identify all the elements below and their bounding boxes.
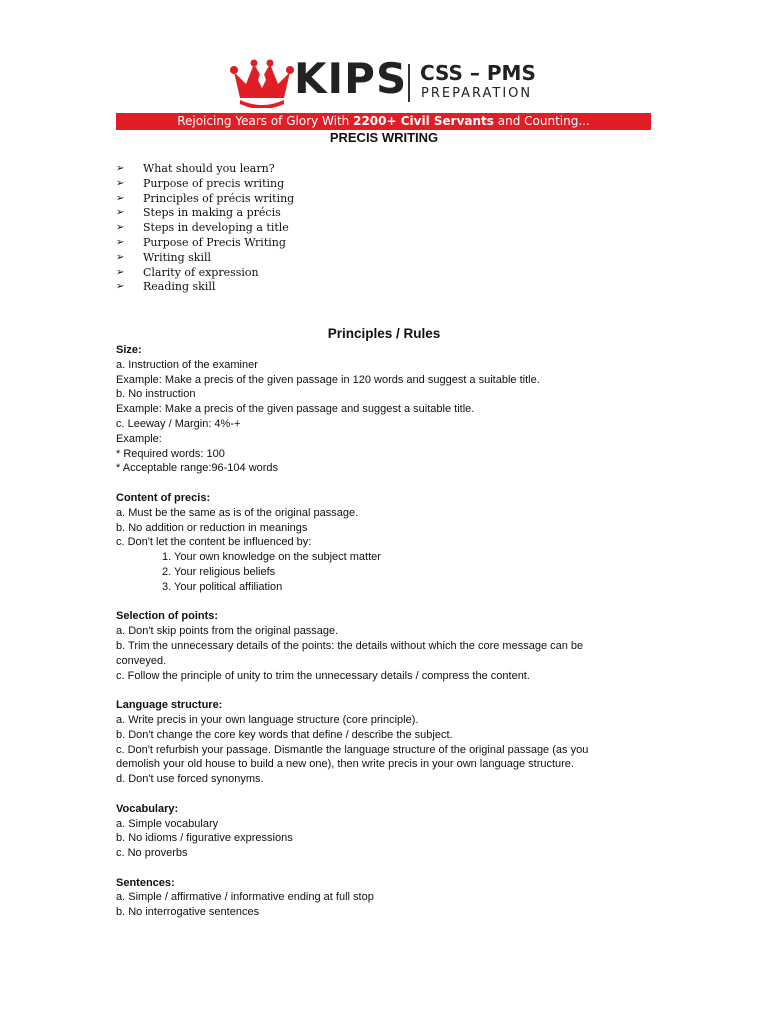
- content-line: b. No addition or reduction in meanings: [116, 521, 308, 534]
- brand-name: KIPS: [294, 54, 408, 103]
- topic-label: What should you learn?: [143, 162, 275, 175]
- banner-bold: 2200+ Civil Servants: [353, 114, 494, 128]
- size-line: b. No instruction: [116, 388, 196, 401]
- spacer: [116, 861, 636, 876]
- vocabulary-heading: Vocabulary:: [116, 802, 179, 815]
- topic-label: Reading skill: [143, 280, 216, 294]
- content-subpoint: 3. Your political affiliation: [162, 580, 283, 593]
- spacer: [116, 683, 636, 698]
- selection-heading: Selection of points:: [116, 610, 219, 623]
- size-line: c. Leeway / Margin: 4%-+: [116, 417, 241, 430]
- topic-item: [116, 251, 294, 266]
- size-heading: Size:: [116, 344, 142, 356]
- sentences-line: a. Simple / affirmative / informative ending at full stop: [116, 891, 374, 904]
- size-line: Example: Make a precis of the given passage and suggest a suitable title.: [116, 403, 475, 416]
- content-line: c. Don't let the content be influenced by:: [116, 536, 312, 549]
- logo-row: [116, 46, 651, 112]
- topic-label: Writing skill: [143, 250, 212, 264]
- spacer: [116, 476, 636, 491]
- topic-label: Steps in making a précis: [143, 206, 281, 220]
- spacer: [116, 595, 636, 610]
- content-heading: Content of precis:: [116, 491, 211, 504]
- arrow-bullet-icon: ➢: [116, 236, 125, 248]
- kips-header-banner: [116, 46, 651, 130]
- sentences-line: b. No interrogative sentences: [116, 906, 260, 919]
- topic-item: [116, 280, 294, 295]
- size-line: * Required words: 100: [116, 447, 225, 460]
- vocabulary-line: a. Simple vocabulary: [116, 817, 219, 830]
- size-line: Example:: [116, 432, 162, 445]
- rules-body: [116, 343, 636, 920]
- arrow-bullet-icon: ➢: [116, 207, 125, 219]
- language-line: c. Don't refurbish your passage. Dismantle the language structure of the original passage (as you: [116, 743, 589, 756]
- topic-label: Purpose of precis writing: [143, 176, 285, 190]
- product-line-1: CSS – PMS: [420, 61, 536, 85]
- arrow-bullet-icon: ➢: [116, 163, 125, 174]
- arrow-bullet-icon: ➢: [116, 222, 125, 234]
- arrow-bullet-icon: ➢: [116, 266, 125, 278]
- language-line: d. Don't use forced synonyms.: [116, 773, 264, 786]
- topic-item: [116, 221, 294, 236]
- topic-label: Purpose of Precis Writing: [143, 235, 286, 249]
- topic-item: [116, 206, 294, 221]
- topic-item: [116, 236, 294, 251]
- language-heading: Language structure:: [116, 699, 223, 712]
- size-line: * Acceptable range:96-104 words: [116, 462, 279, 475]
- topic-item: [116, 162, 294, 177]
- language-line: b. Don't change the core key words that define / describe the subject.: [116, 728, 453, 741]
- vocabulary-line: b. No idioms / figurative expressions: [116, 832, 293, 845]
- topic-item: [116, 266, 294, 281]
- selection-line: c. Follow the principle of unity to trim the unnecessary details / compress the content.: [116, 669, 530, 682]
- arrow-bullet-icon: ➢: [116, 281, 125, 293]
- content-subpoint: 2. Your religious beliefs: [162, 565, 276, 578]
- tagline-banner: [116, 113, 651, 130]
- arrow-bullet-icon: ➢: [116, 177, 125, 189]
- content-subpoint: 1. Your own knowledge on the subject matter: [162, 551, 381, 564]
- size-line: Example: Make a precis of the given passage in 120 words and suggest a suitable title.: [116, 373, 540, 386]
- topic-label: Principles of précis writing: [143, 191, 295, 205]
- banner-prefix: Rejoicing Years of Glory With: [177, 114, 354, 128]
- language-line: demolish your old house to build a new one), then write precis in your own language structure.: [116, 758, 574, 771]
- page-title: PRECIS WRITING: [329, 130, 439, 145]
- logo-divider: [408, 64, 410, 102]
- topic-item: [116, 177, 294, 192]
- topic-label: Steps in developing a title: [143, 221, 289, 235]
- topic-list: [116, 162, 294, 295]
- content-line: a. Must be the same as is of the original passage.: [116, 506, 359, 519]
- topic-item: [116, 192, 294, 207]
- topic-label: Clarity of expression: [143, 265, 259, 279]
- selection-line: a. Don't skip points from the original passage.: [116, 625, 339, 638]
- vocabulary-line: c. No proverbs: [116, 847, 188, 860]
- product-line-2: PREPARATION: [421, 86, 533, 101]
- selection-line: b. Trim the unnecessary details of the points: the details without which the core message can be: [116, 639, 584, 652]
- selection-line: conveyed.: [116, 654, 167, 667]
- banner-suffix: and Counting...: [493, 114, 590, 128]
- section-title: Principles / Rules: [327, 326, 441, 341]
- spacer: [116, 787, 636, 802]
- arrow-bullet-icon: ➢: [116, 192, 125, 204]
- arrow-bullet-icon: ➢: [116, 251, 125, 263]
- sentences-heading: Sentences:: [116, 876, 175, 889]
- crown-logo-icon: [230, 58, 294, 108]
- language-line: a. Write precis in your own language structure (core principle).: [116, 713, 419, 726]
- size-line: a. Instruction of the examiner: [116, 358, 258, 371]
